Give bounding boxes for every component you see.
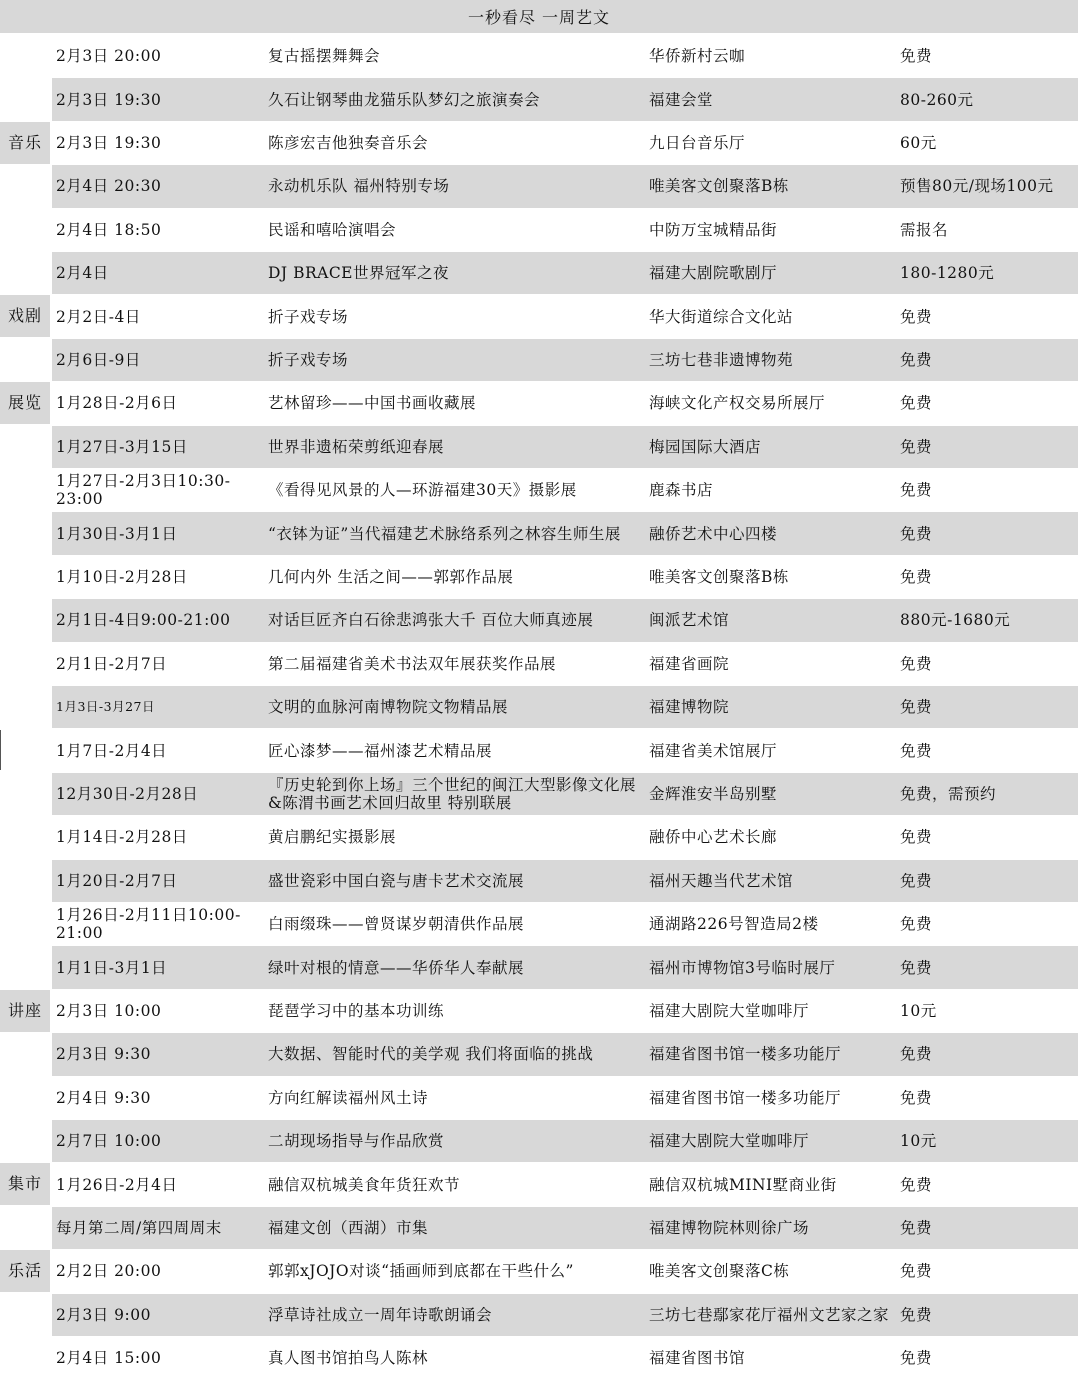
event-name: 大数据、智能时代的美学观 我们将面临的挑战 — [268, 1045, 594, 1064]
event-price: 免费 — [900, 1175, 933, 1194]
event-date: 1月27日-3月15日 — [56, 437, 188, 456]
event-date: 1月28日-2月6日 — [56, 394, 178, 413]
event-price: 180-1280元 — [900, 264, 995, 283]
event-date: 1月3日-3月27日 — [56, 699, 155, 715]
event-name: 折子戏专场 — [268, 307, 349, 326]
table-row — [52, 816, 1078, 858]
table-row — [52, 426, 1078, 468]
event-name: 真人图书馆拍鸟人陈林 — [268, 1349, 429, 1368]
category-label: 讲座 — [0, 990, 50, 1032]
event-date: 12月30日-2月28日 — [56, 784, 199, 803]
event-date: 2月7日 10:00 — [56, 1132, 162, 1151]
table-row — [52, 122, 1078, 164]
event-name: 『历史轮到你上场』三个世纪的闽江大型影像文化展&陈渭书画艺术回归故里 特别联展 — [268, 775, 637, 812]
table-row — [52, 1294, 1078, 1336]
event-venue: 福建大剧院大堂咖啡厅 — [649, 1001, 810, 1020]
event-date: 2月3日 20:00 — [56, 47, 162, 66]
event-venue: 融侨艺术中心四楼 — [649, 524, 778, 543]
event-price: 免费 — [900, 1088, 933, 1107]
table-row — [52, 382, 1078, 424]
event-price: 免费 — [900, 481, 933, 500]
event-venue: 福建大剧院歌剧厅 — [649, 264, 778, 283]
event-venue: 福州天趣当代艺术馆 — [649, 871, 794, 890]
table-row — [52, 512, 1078, 554]
table-row — [52, 1077, 1078, 1119]
event-price: 10元 — [900, 1132, 937, 1151]
event-price: 免费 — [900, 394, 933, 413]
event-date: 2月4日 9:30 — [56, 1088, 151, 1107]
event-name: 盛世瓷彩中国白瓷与唐卡艺术交流展 — [268, 871, 525, 890]
event-venue: 福建省图书馆一楼多功能厅 — [649, 1088, 842, 1107]
event-venue: 三坊七巷鄢家花厅福州文艺家之家 — [649, 1305, 890, 1324]
table-row — [52, 1033, 1078, 1075]
event-name: 世界非遗柘荣剪纸迎春展 — [268, 437, 445, 456]
event-name: 第二届福建省美术书法双年展获奖作品展 — [268, 654, 557, 673]
event-price: 免费 — [900, 871, 933, 890]
event-venue: 梅园国际大酒店 — [649, 437, 762, 456]
table-row — [52, 729, 1078, 771]
event-price: 免费 — [900, 437, 933, 456]
event-name: 融信双杭城美食年货狂欢节 — [268, 1175, 461, 1194]
event-date: 每月第二周/第四周周末 — [56, 1218, 222, 1237]
event-venue: 中防万宝城精品街 — [649, 220, 778, 239]
event-name: 文明的血脉河南博物院文物精品展 — [268, 698, 509, 717]
event-price: 免费 — [900, 915, 933, 934]
event-venue: 唯美客文创聚落C栋 — [649, 1262, 790, 1281]
table-row — [52, 773, 1078, 815]
event-date: 2月3日 19:30 — [56, 133, 162, 152]
event-name: 对话巨匠齐白石徐悲鸿张大千 百位大师真迹展 — [268, 611, 594, 630]
table-row — [52, 556, 1078, 598]
event-price: 免费 — [900, 1349, 933, 1368]
event-name: 民谣和嘻哈演唱会 — [268, 220, 397, 239]
event-date: 1月14日-2月28日 — [56, 828, 188, 847]
event-name: 《看得见风景的人—环游福建30天》摄影展 — [268, 481, 577, 500]
event-name: 匠心漆梦——福州漆艺术精品展 — [268, 741, 493, 760]
event-date: 2月2日 20:00 — [56, 1262, 162, 1281]
event-date: 2月1日-2月7日 — [56, 654, 168, 673]
category-label: 集市 — [0, 1163, 50, 1205]
event-name: 折子戏专场 — [268, 350, 349, 369]
event-price: 免费 — [900, 698, 933, 717]
event-venue: 闽派艺术馆 — [649, 611, 730, 630]
table-row — [52, 643, 1078, 685]
table-row — [52, 946, 1078, 988]
event-venue: 福建省画院 — [649, 654, 730, 673]
event-price: 免费 — [900, 1305, 933, 1324]
table-row — [52, 1337, 1078, 1379]
event-date: 2月3日 10:00 — [56, 1001, 162, 1020]
category-label: 戏剧 — [0, 295, 50, 337]
event-venue: 华大街道综合文化站 — [649, 307, 794, 326]
event-price: 免费 — [900, 567, 933, 586]
event-name: 永动机乐队 福州特别专场 — [268, 177, 450, 196]
event-date: 2月3日 9:00 — [56, 1305, 151, 1324]
event-price: 预售80元/现场100元 — [900, 177, 1054, 196]
event-name: 浮草诗社成立一周年诗歌朗诵会 — [268, 1305, 493, 1324]
event-price: 免费 — [900, 958, 933, 977]
event-date: 1月30日-3月1日 — [56, 524, 178, 543]
event-date: 1月20日-2月7日 — [56, 871, 178, 890]
table-row — [52, 252, 1078, 294]
table-row — [52, 1207, 1078, 1249]
event-venue: 融信双杭城MINI墅商业街 — [649, 1175, 837, 1194]
event-name: “衣钵为证”当代福建艺术脉络系列之林容生师生展 — [268, 524, 621, 543]
table-row — [52, 469, 1078, 511]
event-venue: 福建大剧院大堂咖啡厅 — [649, 1132, 810, 1151]
event-price: 免费 — [900, 828, 933, 847]
table-row — [52, 295, 1078, 337]
event-date: 2月6日-9日 — [56, 350, 141, 369]
event-price: 免费 — [900, 741, 933, 760]
table-row — [52, 599, 1078, 641]
page-title: 一秒看尽 一周艺文 — [0, 0, 1078, 35]
event-venue: 福州市博物馆3号临时展厅 — [649, 958, 836, 977]
table-row — [52, 165, 1078, 207]
event-venue: 九日台音乐厅 — [649, 133, 746, 152]
event-date: 2月1日-4日9:00-21:00 — [56, 611, 231, 630]
event-venue: 福建省美术馆展厅 — [649, 741, 778, 760]
event-date: 2月3日 19:30 — [56, 90, 162, 109]
table-row — [52, 78, 1078, 120]
event-name: 福建文创（西湖）市集 — [268, 1218, 429, 1237]
event-name: 艺林留珍——中国书画收藏展 — [268, 394, 477, 413]
event-price: 免费 — [900, 47, 933, 66]
event-venue: 通湖路226号智造局2楼 — [649, 915, 819, 934]
event-venue: 三坊七巷非遗博物苑 — [649, 350, 794, 369]
event-venue: 鹿森书店 — [649, 481, 714, 500]
event-price: 免费 — [900, 1218, 933, 1237]
event-venue: 福建省图书馆一楼多功能厅 — [649, 1045, 842, 1064]
event-name: 方向红解读福州风土诗 — [268, 1088, 429, 1107]
event-date: 2月4日 18:50 — [56, 220, 162, 239]
table-row — [52, 339, 1078, 381]
event-price: 免费 — [900, 654, 933, 673]
category-label: 乐活 — [0, 1250, 50, 1292]
event-date: 1月26日-2月4日 — [56, 1175, 178, 1194]
event-date: 2月4日 15:00 — [56, 1349, 162, 1368]
event-name: 陈彦宏吉他独奏音乐会 — [268, 133, 429, 152]
event-date: 1月26日-2月11日10:00-21:00 — [56, 906, 241, 943]
event-name: 郭郭xJOJO对谈“插画师到底都在干些什么” — [268, 1262, 574, 1281]
event-venue: 唯美客文创聚落B栋 — [649, 177, 789, 196]
event-name: 绿叶对根的情意——华侨华人奉献展 — [268, 958, 525, 977]
table-row — [52, 209, 1078, 251]
event-venue: 福建博物院林则徐广场 — [649, 1218, 810, 1237]
event-price: 需报名 — [900, 220, 949, 239]
event-name: 白雨缀珠——曾贤谋岁朝清供作品展 — [268, 915, 525, 934]
event-venue: 海峡文化产权交易所展厅 — [649, 394, 826, 413]
event-name: 几何内外 生活之间——郭郭作品展 — [268, 567, 514, 586]
event-price: 60元 — [900, 133, 937, 152]
event-date: 2月4日 20:30 — [56, 177, 162, 196]
table-row — [52, 1250, 1078, 1292]
table-row — [52, 1120, 1078, 1162]
event-venue: 华侨新村云咖 — [649, 47, 746, 66]
table-row — [52, 1163, 1078, 1205]
event-venue: 福建会堂 — [649, 90, 714, 109]
table-row — [52, 35, 1078, 77]
event-date: 1月27日-2月3日10:30-23:00 — [56, 472, 231, 509]
event-name: 二胡现场指导与作品欣赏 — [268, 1132, 445, 1151]
event-date: 1月10日-2月28日 — [56, 567, 188, 586]
event-name: 琵琶学习中的基本功训练 — [268, 1001, 445, 1020]
category-label: 展览 — [0, 382, 50, 424]
table-row — [52, 860, 1078, 902]
table-row — [52, 903, 1078, 945]
event-price: 免费 — [900, 1262, 933, 1281]
event-name: DJ BRACE世界冠军之夜 — [268, 264, 449, 283]
event-name: 黄启鹏纪实摄影展 — [268, 828, 397, 847]
event-name: 久石让钢琴曲龙猫乐队梦幻之旅演奏会 — [268, 90, 541, 109]
event-price: 80-260元 — [900, 90, 974, 109]
event-name: 复古摇摆舞舞会 — [268, 47, 381, 66]
left-margin-mark — [0, 730, 1, 770]
event-price: 免费 — [900, 1045, 933, 1064]
event-price: 免费 — [900, 524, 933, 543]
event-price: 免费，需预约 — [900, 784, 997, 803]
event-venue: 福建省图书馆 — [649, 1349, 746, 1368]
event-date: 2月2日-4日 — [56, 307, 141, 326]
event-date: 2月4日 — [56, 264, 109, 283]
event-price: 免费 — [900, 350, 933, 369]
table-row — [52, 686, 1078, 728]
event-venue: 融侨中心艺术长廊 — [649, 828, 778, 847]
table-row — [52, 990, 1078, 1032]
category-label: 音乐 — [0, 122, 50, 164]
event-venue: 福建博物院 — [649, 698, 730, 717]
event-date: 1月7日-2月4日 — [56, 741, 168, 760]
event-price: 免费 — [900, 307, 933, 326]
event-price: 10元 — [900, 1001, 937, 1020]
event-date: 1月1日-3月1日 — [56, 958, 168, 977]
event-date: 2月3日 9:30 — [56, 1045, 151, 1064]
event-venue: 金辉淮安半岛别墅 — [649, 784, 778, 803]
event-venue: 唯美客文创聚落B栋 — [649, 567, 789, 586]
event-price: 880元-1680元 — [900, 611, 1011, 630]
